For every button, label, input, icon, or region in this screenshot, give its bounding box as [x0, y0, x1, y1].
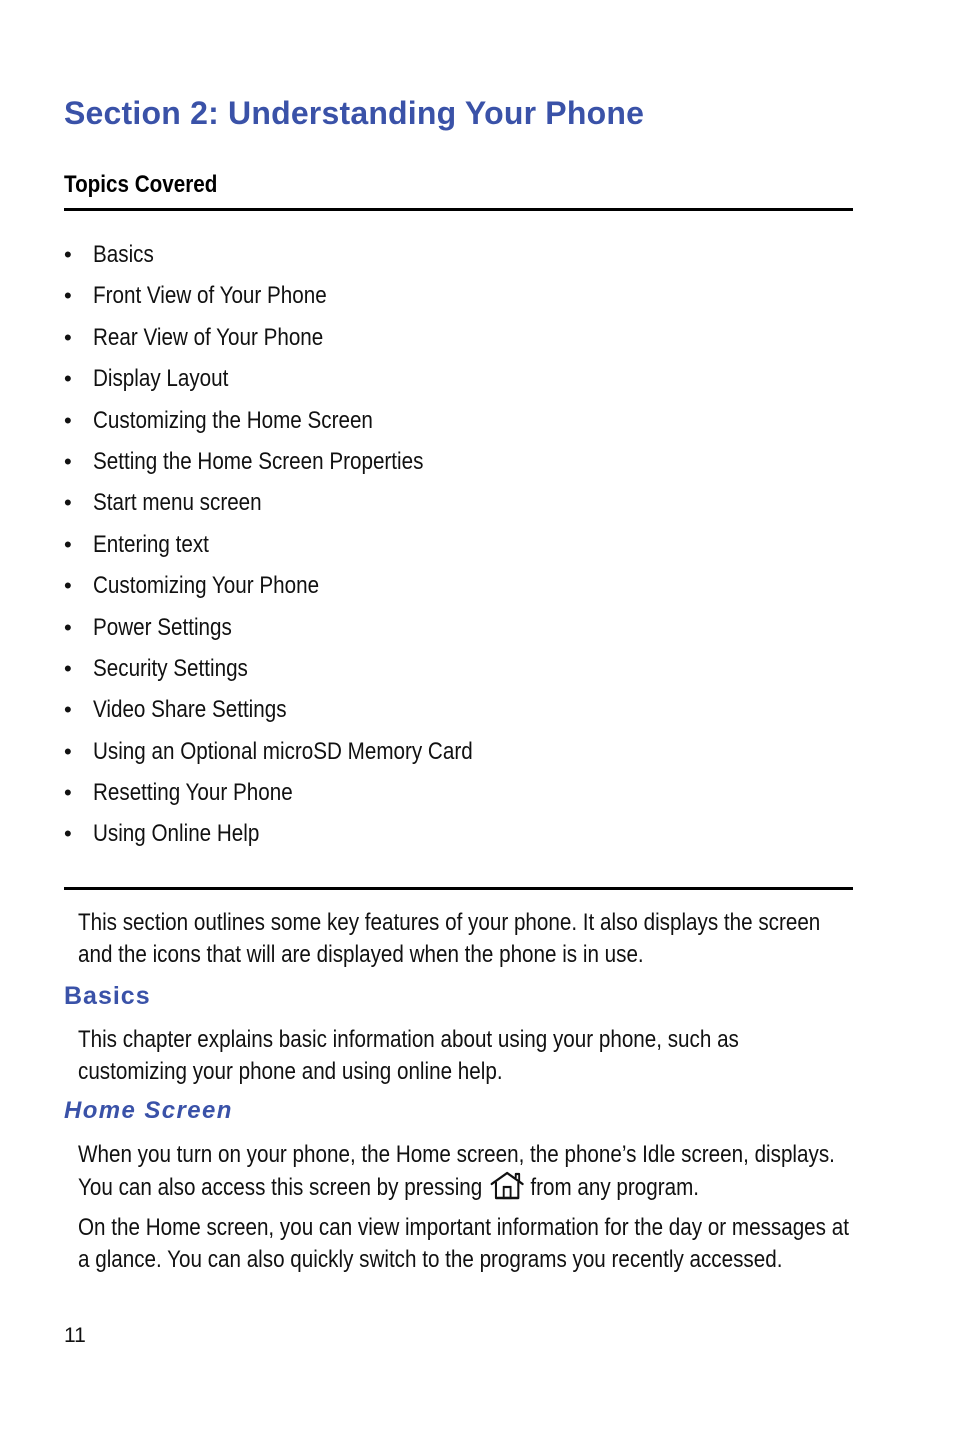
topic-link[interactable]: Display Layout — [93, 365, 229, 393]
bullet: • — [64, 780, 72, 806]
topic-link[interactable]: Video Share Settings — [93, 696, 287, 724]
home-key-icon — [489, 1171, 525, 1210]
topic-link[interactable]: Front View of Your Phone — [93, 282, 327, 310]
topic-link[interactable]: Security Settings — [93, 654, 248, 682]
section-title — [64, 95, 644, 132]
topics-covered-heading — [64, 171, 242, 199]
home-screen-heading: Home Screen — [64, 1097, 233, 1124]
bullet: • — [64, 614, 72, 640]
bullet: • — [64, 573, 72, 599]
topics-covered-text: Topics Covered — [64, 171, 218, 198]
intro-paragraph — [78, 907, 878, 971]
home-screen-text: from any program. — [530, 1174, 700, 1201]
intro-line: and the icons that will are displayed when the phone is in use. — [78, 941, 644, 968]
topic-link[interactable]: Power Settings — [93, 613, 232, 641]
bullet: • — [64, 490, 72, 516]
bullet: • — [64, 283, 72, 309]
bullet: • — [64, 324, 72, 350]
topic-link[interactable]: Entering text — [93, 530, 209, 558]
topic-link[interactable]: Resetting Your Phone — [93, 779, 293, 807]
topic-link[interactable]: Using an Optional microSD Memory Card — [93, 737, 473, 765]
bullet: • — [64, 738, 72, 764]
home-screen-line: When you turn on your phone, the Home screen, the phone’s Idle screen, displays. — [78, 1141, 835, 1168]
topic-link[interactable]: Using Online Help — [93, 820, 260, 848]
section-title-text: Section 2: Understanding Your Phone — [64, 95, 645, 131]
bullet: • — [64, 366, 72, 392]
home-screen-line-with-icon — [78, 1171, 699, 1210]
bullet: • — [64, 821, 72, 847]
home-screen-text: You can also access this screen by pressing — [78, 1174, 483, 1201]
intro-line: This section outlines some key features of your phone. It also displays the screen — [78, 909, 821, 936]
basics-line: customizing your phone and using online help. — [78, 1058, 503, 1085]
topic-link[interactable]: Start menu screen — [93, 489, 262, 517]
bullet: • — [64, 448, 72, 474]
topic-link[interactable]: Rear View of Your Phone — [93, 323, 324, 351]
home-screen-paragraph-1 — [78, 1139, 878, 1203]
topic-link[interactable]: Customizing Your Phone — [93, 572, 320, 600]
home-screen-line: a glance. You can also quickly switch to the programs you recently accessed. — [78, 1246, 783, 1273]
top-divider — [64, 208, 853, 211]
bullet: • — [64, 655, 72, 681]
basics-heading: Basics — [64, 982, 151, 1010]
bottom-divider — [64, 887, 853, 890]
bullet: • — [64, 242, 72, 267]
topic-link[interactable]: Customizing the Home Screen — [93, 406, 373, 434]
page-number: 11 — [64, 1324, 86, 1347]
topic-link[interactable]: Basics — [93, 241, 154, 268]
bullet: • — [64, 697, 72, 723]
bullet: • — [64, 531, 72, 557]
home-screen-line: On the Home screen, you can view important information for the day or messages at — [78, 1214, 849, 1241]
topic-link[interactable]: Setting the Home Screen Properties — [93, 447, 424, 475]
basics-paragraph — [78, 1024, 878, 1088]
bullet: • — [64, 407, 72, 433]
basics-line: This chapter explains basic information about using your phone, such as — [78, 1026, 739, 1053]
home-screen-paragraph-2 — [78, 1212, 878, 1276]
